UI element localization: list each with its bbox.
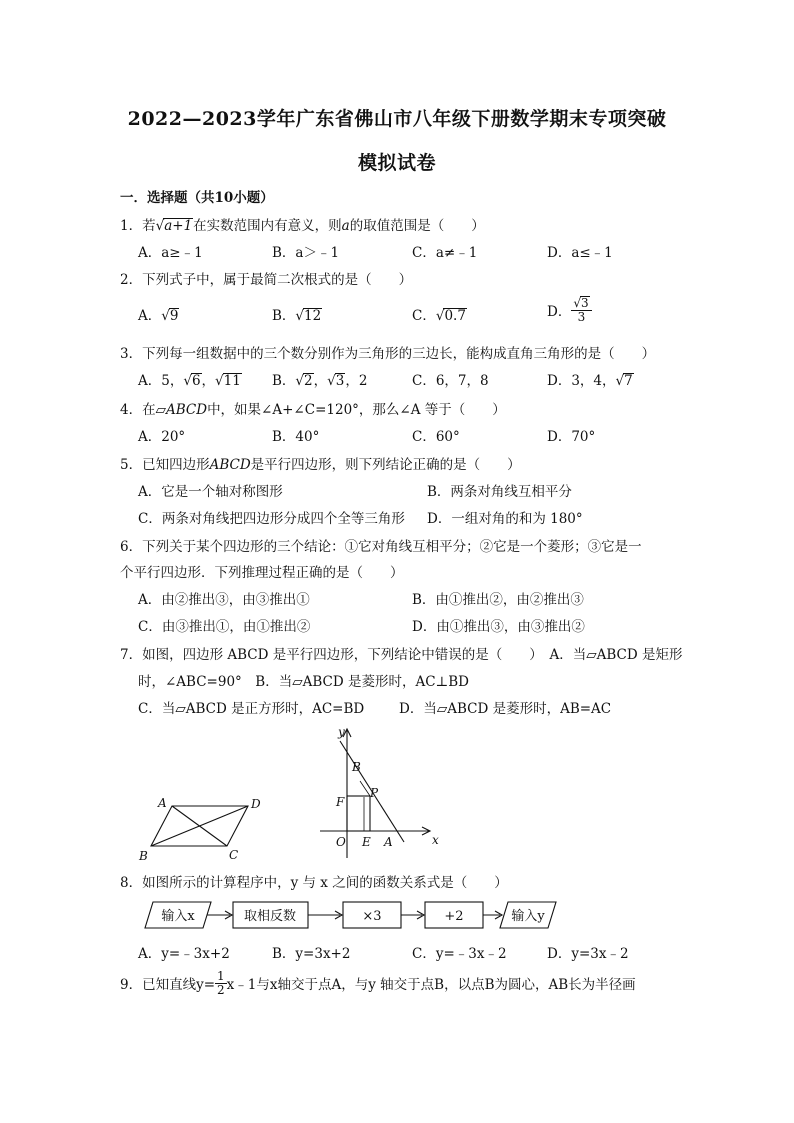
numerator: 3 <box>580 296 589 310</box>
option-label: B． <box>272 373 296 389</box>
flow-output-label: 输入y <box>511 909 545 924</box>
flow-times-label: ×3 <box>362 909 382 924</box>
radicand: 2 <box>304 373 313 389</box>
option-label: A． <box>138 308 162 324</box>
label-y: y <box>338 725 345 739</box>
q5-option-d: D．一组对角的和为 180° <box>427 511 583 527</box>
radicand: 0.7 <box>444 308 466 324</box>
q4-option-b: B．40° <box>272 429 320 445</box>
q1-post: 在实数范围内有意义，则 <box>193 218 342 234</box>
q1-post2: 的取值范围是（ ） <box>349 218 485 234</box>
label-d: D <box>251 797 261 811</box>
q3-option-c: C．6，7，8 <box>412 373 489 389</box>
radicand: 6 <box>191 373 201 389</box>
q1-option-a: A．a≥﹣1 <box>138 245 203 261</box>
q2-option-b: B．√12 <box>272 308 322 324</box>
q1-option-c: C．a≠﹣1 <box>412 245 478 261</box>
label-b: B <box>139 849 148 863</box>
q8-option-d: D．y=3x﹣2 <box>547 946 629 962</box>
q7-option-d: D．当▱ABCD 是菱形时，AB=AC <box>399 701 612 717</box>
q8-option-c: C．y=﹣3x﹣2 <box>412 946 507 962</box>
radicand: 3 <box>335 373 345 389</box>
q5-option-b: B．两条对角线互相平分 <box>427 484 572 500</box>
question-number: 1． <box>120 218 143 234</box>
q3-option-d: D．3，4，√7 <box>547 373 633 389</box>
radicand: 12 <box>304 308 322 324</box>
question-6-line-1: 6．下列关于某个四边形的三个结论：①它对角线互相平分；②它是一个菱形；③它是一 <box>120 539 642 555</box>
segment-p <box>360 781 370 796</box>
option-label: A．5， <box>138 373 184 389</box>
q2-option-a: A．√9 <box>138 308 179 324</box>
section-heading: 一．选择题（共10小题） <box>120 190 274 206</box>
q5-option-a: A．它是一个轴对称图形 <box>138 484 283 500</box>
question-2: 2．下列式子中，属于最简二次根式的是（ ） <box>120 272 413 288</box>
question-7-line-1: 7．如图，四边形 ABCD 是平行四边形，下列结论中错误的是（ ） A．当▱ABCD 是矩形 <box>120 647 683 663</box>
option-label: B． <box>272 308 296 324</box>
label-f: F <box>336 795 345 809</box>
page-title: 2022—2023学年广东省佛山市八年级下册数学期末专项突破 <box>127 108 667 130</box>
flow-plus-label: +2 <box>444 909 464 924</box>
option-label: C． <box>412 308 436 324</box>
question-7-line-2: 时，∠ABC=90° B．当▱ABCD 是菱形时，AC⊥BD <box>138 674 469 690</box>
q1-option-d: D．a≤﹣1 <box>547 245 613 261</box>
q3-option-a: A．5，√6，√11 <box>138 373 241 389</box>
denominator: 3 <box>577 310 586 325</box>
q1-var: a <box>341 218 350 234</box>
q4-var: ABCD <box>165 402 208 418</box>
q1-option-b: B．a＞﹣1 <box>272 245 340 261</box>
question-8: 8．如图所示的计算程序中，y 与 x 之间的函数关系式是（ ） <box>120 875 508 891</box>
q8-option-a: A．y=﹣3x+2 <box>138 946 230 962</box>
page-subtitle: 模拟试卷 <box>357 152 436 174</box>
separator: ， <box>201 373 216 389</box>
q6-option-b: B．由①推出②，由②推出③ <box>412 592 584 608</box>
numerator: 1 <box>217 969 225 983</box>
q4-option-a: A．20° <box>138 429 186 445</box>
fraction: $\frac{√3}{3}$ <box>571 296 591 324</box>
q9-post: x﹣1与x轴交于点A，与y 轴交于点B，以点B为圆心，AB长为半径画 <box>226 977 636 994</box>
q5-option-c: C．两条对角线把四边形分成四个全等三角形 <box>138 511 405 527</box>
label-o: O <box>336 835 346 849</box>
separator: ， <box>313 373 328 389</box>
q6-option-a: A．由②推出③，由③推出① <box>138 592 310 608</box>
diagonal-bd <box>151 806 248 846</box>
q4-option-c: C．60° <box>412 429 460 445</box>
q7-option-c: C．当▱ABCD 是正方形时，AC=BD <box>138 701 365 717</box>
q5-post: 是平行四边形，则下列结论正确的是（ ） <box>250 457 521 473</box>
flow-input-label: 输入x <box>161 909 195 924</box>
q4-post: 中，如果∠A+∠C=120°，那么∠A 等于（ ） <box>207 402 506 418</box>
q5-pre: 5．已知四边形 <box>120 457 210 473</box>
q9-pre: 9．已知直线y= <box>120 977 216 994</box>
flowchart <box>145 902 556 928</box>
q5-var: ABCD <box>209 457 251 473</box>
question-3: 3．下列每一组数据中的三个数分别作为三角形的三边长，能构成直角三角形的是（ ） <box>120 346 656 362</box>
q6-option-d: D．由①推出③，由③推出② <box>412 619 585 635</box>
rectangle-ofpe <box>347 796 370 831</box>
label-p: P <box>370 786 379 800</box>
label-x: x <box>432 833 439 847</box>
q3-option-b: B．√2，√3，2 <box>272 373 368 389</box>
q4-option-d: D．70° <box>547 429 596 445</box>
q8-option-b: B．y=3x+2 <box>272 946 351 962</box>
radicand: 9 <box>169 308 179 324</box>
label-b2: B <box>352 760 361 774</box>
q9-fraction <box>215 970 227 996</box>
question-1: 1．若√a+1在实数范围内有意义，则a的取值范围是（ ） <box>120 218 485 234</box>
denominator: 2 <box>217 982 225 997</box>
question-9 <box>120 970 636 996</box>
option-label: D． <box>547 303 572 320</box>
q2-option-c: C．√0.7 <box>412 308 466 324</box>
radicand: 7 <box>624 373 633 389</box>
tail: ，2 <box>345 373 368 389</box>
radicand: 11 <box>223 373 241 389</box>
label-a: A <box>158 796 167 810</box>
parallelogram-figure <box>151 806 248 846</box>
flow-negate-label: 取相反数 <box>243 909 297 924</box>
label-c: C <box>229 848 239 862</box>
q4-pre: 4．在▱ <box>120 402 166 418</box>
label-e: E <box>362 835 371 849</box>
question-6-line-2: 个平行四边形．下列推理过程正确的是（ ） <box>120 565 404 581</box>
option-label: D．3，4， <box>547 373 616 389</box>
q1-radicand: a+1 <box>164 218 193 234</box>
label-a2: A <box>384 835 393 849</box>
q6-option-c: C．由③推出①，由①推出② <box>138 619 311 635</box>
q1-pre: 若 <box>142 218 156 234</box>
